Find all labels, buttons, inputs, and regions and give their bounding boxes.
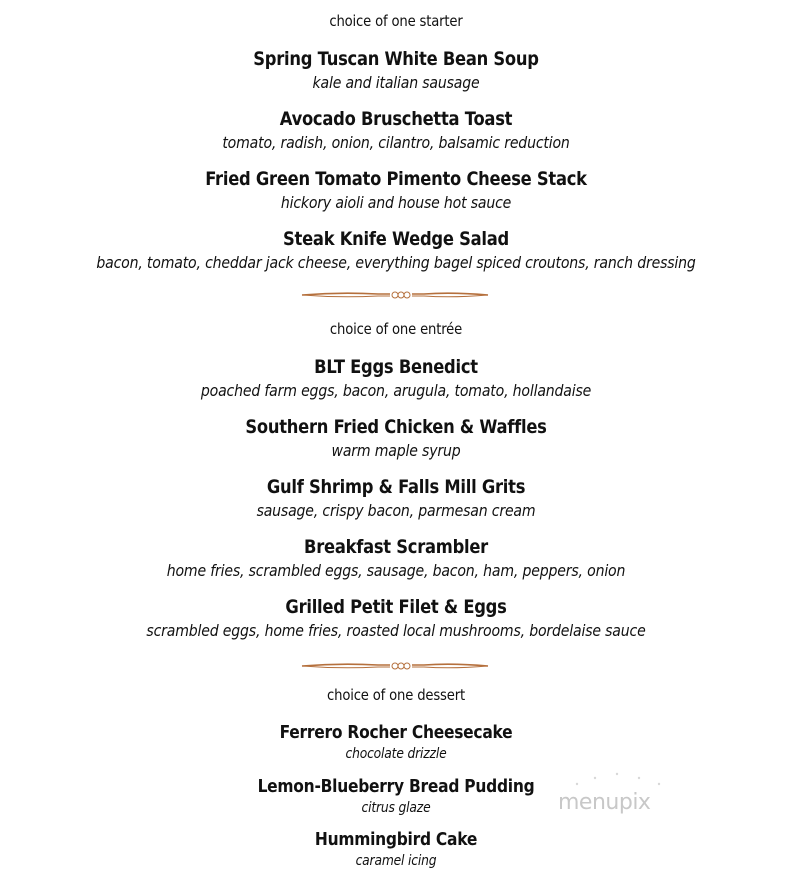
- menu-item-name: Steak Knife Wedge Salad: [283, 228, 509, 250]
- watermark-logo: menupix: [558, 790, 651, 815]
- menu-item-description: bacon, tomato, cheddar jack cheese, everything bagel spiced croutons, ranch dressing: [96, 253, 696, 272]
- menu-item-description: hickory aioli and house hot sauce: [280, 193, 512, 212]
- watermark-dots-icon: [565, 770, 675, 790]
- ornamental-divider-icon: [300, 289, 490, 301]
- menu-item-name: Gulf Shrimp & Falls Mill Grits: [266, 476, 526, 498]
- menu-item-name: Spring Tuscan White Bean Soup: [253, 48, 539, 70]
- menu-item-description: warm maple syrup: [331, 441, 461, 460]
- menu-item-name: Lemon-Blueberry Bread Pudding: [257, 776, 535, 797]
- menu-item-name: Fried Green Tomato Pimento Cheese Stack: [205, 168, 587, 190]
- menu-item-name: Grilled Petit Filet & Eggs: [285, 596, 507, 618]
- menu-item-description: poached farm eggs, bacon, arugula, tomato, hollandaise: [200, 381, 592, 400]
- menu-item-description: home fries, scrambled eggs, sausage, bacon, ham, peppers, onion: [166, 561, 626, 580]
- menu-item-description: caramel icing: [355, 853, 437, 869]
- menu-item-description: sausage, crispy bacon, parmesan cream: [256, 501, 536, 520]
- menu-item-description: tomato, radish, onion, cilantro, balsamic reduction: [222, 133, 570, 152]
- menu-item-name: BLT Eggs Benedict: [314, 356, 478, 378]
- menu-item-name: Breakfast Scrambler: [304, 536, 488, 558]
- menu-item-name: Ferrero Rocher Cheesecake: [279, 722, 513, 743]
- section-heading-starters: choice of one starter: [329, 12, 463, 30]
- menu-item-name: Avocado Bruschetta Toast: [279, 108, 513, 130]
- menu-item-description: chocolate drizzle: [345, 746, 447, 762]
- menu-item-name: Hummingbird Cake: [314, 829, 478, 850]
- section-heading-entrees: choice of one entrée: [329, 320, 463, 338]
- menu-item-description: citrus glaze: [361, 800, 431, 816]
- menu-item-description: kale and italian sausage: [312, 73, 480, 92]
- ornamental-divider-icon: [300, 660, 490, 672]
- menu-item-description: scrambled eggs, home fries, roasted local mushrooms, bordelaise sauce: [146, 621, 646, 640]
- menu-item-name: Southern Fried Chicken & Waffles: [245, 416, 547, 438]
- section-heading-desserts: choice of one dessert: [327, 686, 465, 704]
